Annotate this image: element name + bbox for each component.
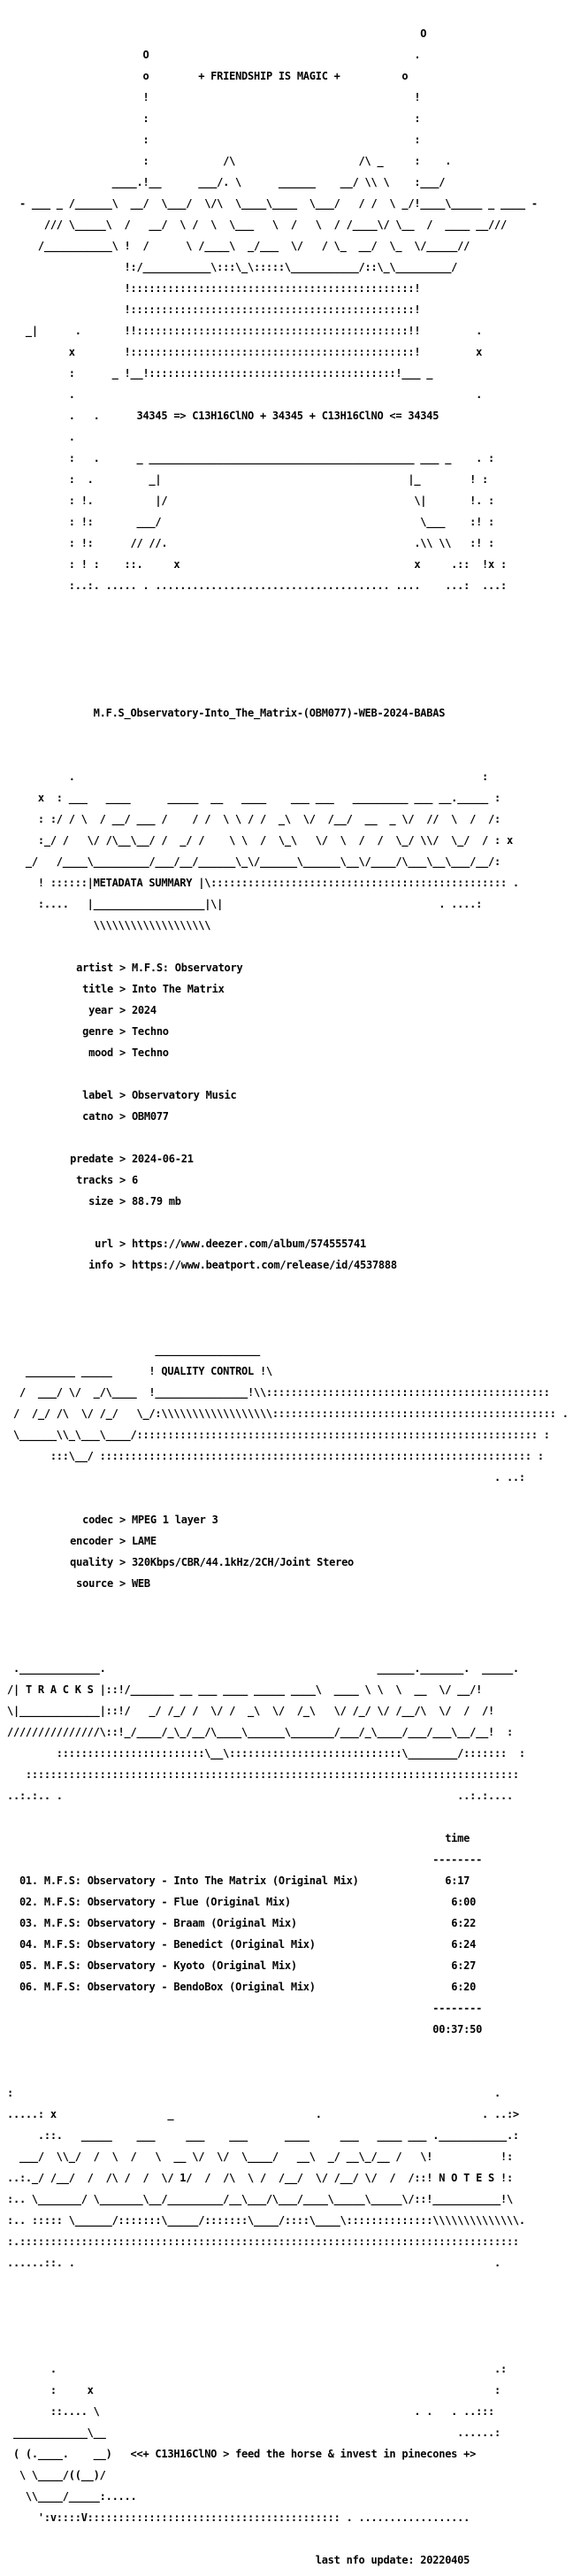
- meta-key: year: [88, 1004, 113, 1016]
- meta-key: artist: [76, 962, 113, 974]
- meta-url: https://www.deezer.com/album/574555741: [131, 1238, 366, 1250]
- meta-url: https://www.beatport.com/release/id/4537888: [131, 1259, 397, 1271]
- meta-key: size: [88, 1195, 113, 1208]
- meta-key: url: [95, 1238, 113, 1250]
- track-number: 01.: [19, 1874, 38, 1887]
- meta-key: label: [82, 1089, 113, 1101]
- meta-value: 2024-06-21: [131, 1153, 194, 1165]
- track-time: 6:00: [451, 1896, 477, 1908]
- meta-value: Techno: [131, 1046, 169, 1059]
- header-motto: + FRIENDSHIP IS MAGIC +: [198, 70, 340, 82]
- meta-key: tracks: [76, 1174, 113, 1186]
- nfo-text: O O . o + FRIENDSHIP IS MAGIC + o ! ! : : : : : /\ /\ _ : . ____.!__ ___/. \ ______ __/ \\ \ :___/ - ___ _ /______\ __/ \___/ \/\ \____\____ \___/ / / \ _/!____\_____ _ ____ - /// \_____\ / __/ \ / \ \___ \ / \ / /____\/ \__ / ____ __/// /___________\ ! / \ /____\ _/___ \/ / \_ __/ \_ \/_____// !:/___________\:::\_\:::::\___________/::\_\_________/ !::::::::::::::::::::::::::::::::::::::::::::::! !::::::::::::::::::::::::::::::::::::::::::::::! _| . !!::::::::::::::::::::::::::::::::::::::::::::!! . x !::::::::::::::::::::::::::::::::::::::::::::::! x : _ !__!::::::::::::::::::::::::::::::::::::::::!___ _ . . . . 34345 => C13H16ClNO + 34345 + C13H16ClNO <= 34345 . : . _ ___________________________________________ ___ _ . : : . _| |_ ! : : !. |/ \| !. : : !: ___/ \___ :! : : !: // //. .\\ \\ :! : : ! : ::. x x .:: !x : :..:. ..... . ...................................... .... ...: ...: M.F.S_Observatory-Into_The_Matrix-(OBM077)-WEB-2024-BABAS . : x : ___ ____ _____ __ ____ ___ ___ _________ ___ __._____ : : :/ / \ / __/ ___ / / / \ \ / / _\ \/ /__/ __ _ \/ // \ / /: :_/ / \/ /\__\__/ / _/ / \ \ / \_\ \/ \ / / \_/ \\/ \_/ / : x _/ /____\_________/___/__/______\_\/______\______\__\/____/\___\__\___/__/: ! ::::::|METADATA SUMMARY |\:::::::::::::::::::::::::::::::::::::::::::::::: . :.... |__________________|\| . ....: \\\\\\\\\\\\\\\\\\\ artist > M.F.S: Observatory title > Into The Matrix year > 2024 genre > Techno mood > Techno label > Observatory Music catno > OBM077 predate > 2024-06-21 tracks > 6 size > 88.79 mb url > https://www.deezer.com/album/574555741 info > https://www.beatport.com/release/id/4537888 _________________ ________ _____ ! QUALITY CONTROL !\ / ___/ \/ _/\____ !_______________!\\:::::::::::::::::::::::::::::::::::::::::::::: / /_/ /\ \/ /_/ \_/:\\\\\\\\\\\\\\\\\\:::::::::::::::::::::::::::::::::::::::::::::: . \______\\_\___\____/::::::::::::::::::::::::::::::::::::::::::::::::::::::::::::::::: : :::\__/ :::::::::::::::::::::::::::::::::::::::::::::::::::::::::::::::::::::: : . ..: codec > MPEG 1 layer 3 encoder > LAME quality > 320Kbps/CBR/44.1kHz/2CH/Joint Stereo source > WEB ._____________. ______._______. _____. /| T R A C K S |::!/_______ __ ___ ____ _____ ____\ ____ \ \ \ __ \/ __/! \|_____________|::!/ _/ /_/ / \/ / _\ \/ /_\ \/ /_/ \/ /__/\ \/ / /! ///////////////\::!_/____/_\_/__/\____\______\_______/___/_\____/___/___\__/__! : ::::::::::::::::::::::::\__\::::::::::::::::::::::::::::\________/::::::: : :::::::::::::::::::::::::::::::::::::::::::::::::::::::::::::::::::::::::::::::: ..:.:.. . ..:.:.... time -------- 01. M.F.S: Observatory - Into The Matrix (Original Mix) 6:17 02. M.F.S: Observatory - Flue (Original Mix) 6:00 03. M.F.S: Observatory - Braam (Original Mix) 6:22 04. M.F.S: Observatory - Benedict (Original Mix) 6:24 05. M.F.S: Observatory - Kyoto (Original Mix) 6:27 06. M.F.S: Observatory - BendoBox (Original Mix) 6:20 -------- 00:37:50 : . .....: x _ . . ..:> .::. _____ ___ ___ ___ ____ ___ ____ ___ .___________.: ___/ \\_/ / \ / \ __ \/ \/ \____/ __\ _/ __\_/__ / \! !: ..:._/ /__/ / /\ / / \/ 1/ / /\ \ / /__/ \/ /__/ \/ / /::! N O T E S !: :.. \_______/ \_______\__/_________/__\___/\___/____\_____\_____\/::!___________!\ :.. ::::: \______/:::::::\_____/:::::::\____/::::\____\::::::::::::::\\\\\\\\\\\\\\. :.::::::::::::::::::::::::::::::::::::::::::::::::::::::::::::::::::::::::::::::::: ......::. . . . .: : x : ::.... \ . . . ..::: ____________\__ ......: ( (.____. __) <<+ C13H16ClNO > feed the horse & invest in pinecones +> \ \____/((__)/ \\____/_____:..... ':v::::V::::::::::::::::::::::::::::::::::::::::: . .................. last nfo update: 20220405: [7, 27, 569, 2566]
- release-name: M.F.S_Observatory-Into_The_Matrix-(OBM077)-WEB-2024-BABAS: [93, 707, 446, 719]
- tracklist-total: 00:37:50: [432, 2023, 483, 2036]
- track-time: 6:22: [451, 1917, 477, 1929]
- track-title: M.F.S: Observatory - Into The Matrix (Original Mix): [43, 1874, 359, 1887]
- meta-value: 2024: [131, 1004, 157, 1016]
- meta-value: M.F.S: Observatory: [131, 962, 243, 974]
- quality-value: 320Kbps/CBR/44.1kHz/2CH/Joint Stereo: [131, 1556, 355, 1568]
- track-title: M.F.S: Observatory - Kyoto (Original Mix): [43, 1959, 297, 1972]
- meta-value: Techno: [131, 1025, 169, 1038]
- quality-key: source: [76, 1577, 113, 1590]
- meta-value: OBM077: [131, 1110, 169, 1123]
- track-title: M.F.S: Observatory - Flue (Original Mix): [43, 1896, 291, 1908]
- footer-last-update: last nfo update: 20220405: [315, 2554, 470, 2566]
- track-time: 6:20: [451, 1981, 477, 1993]
- track-number: 06.: [19, 1981, 38, 1993]
- section-notes-label: N O T E S: [439, 2172, 495, 2184]
- track-title: M.F.S: Observatory - Benedict (Original Mix): [43, 1938, 316, 1951]
- quality-key: codec: [82, 1514, 113, 1526]
- track-number: 05.: [19, 1959, 38, 1972]
- section-metadata-label: METADATA SUMMARY: [93, 877, 193, 889]
- meta-key: mood: [88, 1046, 113, 1059]
- quality-key: quality: [70, 1556, 113, 1568]
- meta-value: 88.79 mb: [131, 1195, 181, 1208]
- track-number: 02.: [19, 1896, 38, 1908]
- section-quality-label: QUALITY CONTROL: [161, 1365, 254, 1377]
- track-title: M.F.S: Observatory - Braam (Original Mix): [43, 1917, 297, 1929]
- meta-key: title: [82, 983, 113, 995]
- meta-key: catno: [82, 1110, 113, 1123]
- quality-value: WEB: [131, 1577, 150, 1590]
- track-title: M.F.S: Observatory - BendoBox (Original Mix): [43, 1981, 316, 1993]
- track-time: 6:24: [451, 1938, 477, 1951]
- meta-value: Observatory Music: [131, 1089, 237, 1101]
- section-tracks-label: T R A C K S: [25, 1683, 94, 1696]
- meta-value: 6: [131, 1174, 138, 1186]
- quality-value: LAME: [131, 1535, 157, 1547]
- tracklist-time-header: time: [445, 1832, 470, 1844]
- track-number: 03.: [19, 1917, 38, 1929]
- meta-key: info: [88, 1259, 113, 1271]
- meta-key: predate: [70, 1153, 113, 1165]
- track-time: 6:27: [451, 1959, 477, 1972]
- track-number: 04.: [19, 1938, 38, 1951]
- footer-slogan: <<+ C13H16ClNO > feed the horse & invest in pinecones +>: [130, 2448, 477, 2460]
- track-time: 6:17: [445, 1874, 470, 1887]
- header-formula: 34345 => C13H16ClNO + 34345 + C13H16ClNO <= 34345: [136, 410, 439, 422]
- quality-key: encoder: [70, 1535, 113, 1547]
- quality-value: MPEG 1 layer 3: [131, 1514, 218, 1526]
- meta-key: genre: [82, 1025, 113, 1038]
- meta-value: Into The Matrix: [131, 983, 225, 995]
